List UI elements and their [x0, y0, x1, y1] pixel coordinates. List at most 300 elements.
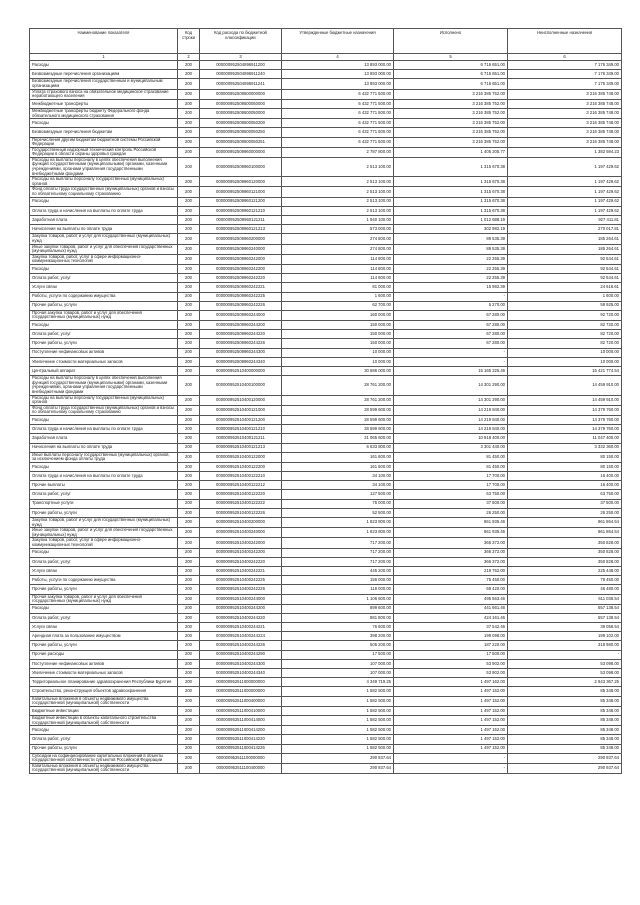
- row-budget-code: 000000952509960242000: [200, 254, 282, 264]
- row-line-code: 200: [178, 452, 200, 462]
- row-name: Закупка товаров, работ, услуг в сфере информационно-коммуникационных технологий: [30, 538, 178, 548]
- row-name: Оплата работ, услуг: [30, 557, 178, 566]
- row-approved: 6 432 771 500.00: [282, 119, 394, 128]
- table-row: [30, 508, 622, 517]
- row-line-code: 200: [178, 216, 200, 225]
- row-line-code: 200: [178, 206, 200, 215]
- row-line-code: 200: [178, 763, 200, 773]
- row-unexecuted: 14 459 910.00: [508, 395, 622, 405]
- row-unexecuted: 92 544.61: [508, 274, 622, 283]
- row-line-code: 200: [178, 481, 200, 490]
- row-budget-code: 000000952510400122220: [200, 490, 282, 499]
- row-name: Работы, услуги по содержанию имущества: [30, 292, 178, 301]
- table-row: [30, 696, 622, 706]
- row-name: Прочая закупка товаров, работ и услуг для обеспечения государственных (муниципальных) нужд: [30, 594, 178, 604]
- table-row: [30, 490, 622, 499]
- row-executed: 1 405 205.77: [394, 147, 508, 157]
- row-approved: 28 761 200.00: [282, 395, 394, 405]
- table-row: [30, 157, 622, 176]
- row-line-code: 200: [178, 462, 200, 471]
- row-name: Оплата труда и начисления на выплаты по оплате труда: [30, 206, 178, 215]
- row-budget-code: 000000952509960244340: [200, 357, 282, 366]
- row-executed: 3 216 385 752.00: [394, 128, 508, 137]
- table-row: [30, 274, 622, 283]
- row-executed: 6 716 651.00: [394, 79, 508, 89]
- budget-report-table: [29, 28, 622, 774]
- row-line-code: 200: [178, 687, 200, 696]
- row-line-code: 200: [178, 706, 200, 715]
- row-unexecuted: 78 450.00: [508, 576, 622, 585]
- row-name: Капитальные вложения в объекты недвижимого имущества государственной (муниципальной) собственности: [30, 763, 178, 773]
- row-name: Расходы: [30, 462, 178, 471]
- row-line-code: 200: [178, 292, 200, 301]
- row-line-code: 200: [178, 197, 200, 206]
- row-line-code: 200: [178, 274, 200, 283]
- row-budget-code: 000000952509960121210: [200, 206, 282, 215]
- row-unexecuted: 85 348.00: [508, 744, 622, 753]
- row-budget-code: 000000952511000410000: [200, 706, 282, 715]
- table-row: [30, 330, 622, 339]
- row-unexecuted: 961 864.54: [508, 528, 622, 538]
- row-budget-code: 000000952509960000000: [200, 147, 282, 157]
- row-line-code: 200: [178, 187, 200, 197]
- row-unexecuted: 10 000.00: [508, 348, 622, 357]
- table-row: [30, 367, 622, 376]
- row-unexecuted: 3 216 385 748.00: [508, 99, 622, 108]
- row-name: Расходы: [30, 61, 178, 70]
- row-budget-code: 000000952509500000000: [200, 89, 282, 99]
- table-row: [30, 254, 622, 264]
- row-budget-code: 000000952509960121200: [200, 197, 282, 206]
- row-line-code: 200: [178, 137, 200, 147]
- row-line-code: 200: [178, 650, 200, 659]
- row-unexecuted: 7 176 349.00: [508, 79, 622, 89]
- row-line-code: 200: [178, 147, 200, 157]
- row-name: Увеличение стоимости материальных запасов: [30, 669, 178, 678]
- row-line-code: 200: [178, 735, 200, 744]
- row-name: Фонд оплаты труда государственных (муниципальных) органов и взносы по обязательному социальному страхованию: [30, 187, 178, 197]
- row-budget-code: 000000952510400122226: [200, 508, 282, 517]
- row-line-code: 200: [178, 641, 200, 650]
- row-unexecuted: 46 480.00: [508, 585, 622, 594]
- table-row: [30, 715, 622, 725]
- row-budget-code: 000000952509960242226: [200, 301, 282, 310]
- row-unexecuted: 24 618.61: [508, 283, 622, 292]
- row-line-code: 200: [178, 557, 200, 566]
- header-unexecuted: Неисполненные назначения: [508, 29, 622, 54]
- row-name: Государственный надзорный технический контроль Российской Федерации в области охраны здоровья граждан: [30, 147, 178, 157]
- row-budget-code: 000000952510400121000: [200, 405, 282, 415]
- row-unexecuted: 225 448.00: [508, 566, 622, 575]
- row-name: Иные закупки товаров, работ и услуг для обеспечения государственных (муниципальных) нужд: [30, 244, 178, 254]
- table-row: [30, 225, 622, 234]
- row-unexecuted: 1 197 429.62: [508, 177, 622, 187]
- row-budget-code: 000000952510400244226: [200, 641, 282, 650]
- row-budget-code: 000000952509960242220: [200, 274, 282, 283]
- row-unexecuted: 318 980.00: [508, 641, 622, 650]
- row-executed: 6 716 651.00: [394, 70, 508, 79]
- row-line-code: 200: [178, 696, 200, 706]
- row-budget-code: 000000952509960242221: [200, 283, 282, 292]
- row-budget-code: 000000952510400122000: [200, 452, 282, 462]
- row-approved: 2 787 800.00: [282, 147, 394, 157]
- row-approved: 445 200.00: [282, 566, 394, 575]
- row-approved: 6 633 800.00: [282, 443, 394, 452]
- row-line-code: 200: [178, 157, 200, 176]
- row-approved: 6 432 771 500.00: [282, 128, 394, 137]
- row-budget-code: 000000952509960244200: [200, 321, 282, 330]
- row-unexecuted: 26 250.00: [508, 508, 622, 517]
- row-executed: 89 535.39: [394, 244, 508, 254]
- row-executed: 10 918 400.00: [394, 434, 508, 443]
- row-approved: 6 432 771 500.00: [282, 89, 394, 99]
- table-row: [30, 499, 622, 508]
- table-row: [30, 434, 622, 443]
- row-name: Расходы: [30, 119, 178, 128]
- row-name: Центральный аппарат: [30, 367, 178, 376]
- row-approved: 160 000.00: [282, 310, 394, 320]
- row-approved: 81 000.00: [282, 283, 394, 292]
- row-approved: 75 000.00: [282, 499, 394, 508]
- row-line-code: 200: [178, 108, 200, 118]
- row-name: Расходы: [30, 197, 178, 206]
- row-executed: 1 497 162.00: [394, 678, 508, 687]
- row-budget-code: 000000952511000414200: [200, 726, 282, 735]
- row-executed: 15 165 225.46: [394, 367, 508, 376]
- row-name: Расходы на выплаты персоналу в целях обеспечения выполнения функций государственными (муниципальными) органами, казенными учреждениями, органами управления государственными внебюджетными фондами: [30, 157, 178, 176]
- row-budget-code: 000000952509960200000: [200, 234, 282, 244]
- table-row: [30, 348, 622, 357]
- row-executed: 14 301 290.00: [394, 395, 508, 405]
- table-row: [30, 206, 622, 215]
- row-approved: 76 600.00: [282, 623, 394, 632]
- row-unexecuted: 58 925.00: [508, 301, 622, 310]
- row-approved: 717 200.00: [282, 548, 394, 557]
- row-line-code: 200: [178, 659, 200, 668]
- row-line-code: 200: [178, 264, 200, 273]
- row-name: Субсидии на софинансирование капитальных вложений в объекты государственной собственности субъектов Российской Федерации: [30, 753, 178, 763]
- row-executed: 22 255.39: [394, 264, 508, 273]
- row-budget-code: 000000952510400244000: [200, 594, 282, 604]
- row-unexecuted: 80 150.00: [508, 462, 622, 471]
- table-row: [30, 283, 622, 292]
- row-executed: 69 420.00: [394, 585, 508, 594]
- row-budget-code: 000000952511000000000: [200, 687, 282, 696]
- row-line-code: 200: [178, 443, 200, 452]
- row-approved: 10 000.00: [282, 357, 394, 366]
- row-name: Фонд оплаты труда государственных (муниципальных) органов и взносы по обязательному социальному страхованию: [30, 405, 178, 415]
- row-approved: 1 600.00: [282, 292, 394, 301]
- row-name: Расходы: [30, 604, 178, 613]
- row-budget-code: 000000952510400244340: [200, 669, 282, 678]
- row-unexecuted: 1 197 429.62: [508, 206, 622, 215]
- row-executed: 81 450.00: [394, 462, 508, 471]
- row-approved: 899 600.00: [282, 604, 394, 613]
- row-unexecuted: 14 379 760.00: [508, 425, 622, 434]
- row-approved: 2 513 100.00: [282, 187, 394, 197]
- row-name: Расходы на выплаты персоналу в целях обеспечения выполнения функций государственными (муниципальными) органами, казенными учреждениями, органами управления государственными внебюджетными фондами: [30, 376, 178, 395]
- row-executed: 861 935.46: [394, 528, 508, 538]
- row-line-code: 200: [178, 499, 200, 508]
- row-line-code: 200: [178, 632, 200, 641]
- row-name: Перечисления другим бюджетам бюджетной системы Российской Федерации: [30, 137, 178, 147]
- row-approved: 28 761 200.00: [282, 376, 394, 395]
- row-name: Бюджетные инвестиции: [30, 706, 178, 715]
- row-name: Межбюджетные трансферты: [30, 99, 178, 108]
- row-name: Прочие работы, услуги: [30, 301, 178, 310]
- row-name: Работы, услуги по содержанию имущества: [30, 576, 178, 585]
- row-line-code: 200: [178, 538, 200, 548]
- table-row: [30, 472, 622, 481]
- row-executed: 861 935.46: [394, 518, 508, 528]
- table-row: [30, 518, 622, 528]
- row-line-code: 200: [178, 744, 200, 753]
- table-row: [30, 753, 622, 763]
- row-unexecuted: 185 264.61: [508, 244, 622, 254]
- row-executed: 1 315 670.38: [394, 177, 508, 187]
- row-unexecuted: 557 138.54: [508, 613, 622, 622]
- row-unexecuted: 82 720.00: [508, 330, 622, 339]
- row-approved: 52 500.00: [282, 508, 394, 517]
- row-name: Закупка товаров, работ и услуг для государственных (муниципальных) нужд: [30, 234, 178, 244]
- row-line-code: 200: [178, 225, 200, 234]
- row-budget-code: 000000952509500050251: [200, 137, 282, 147]
- row-approved: 114 800.00: [282, 264, 394, 273]
- row-line-code: 200: [178, 128, 200, 137]
- row-line-code: 200: [178, 623, 200, 632]
- row-approved: 28 599 600.00: [282, 415, 394, 424]
- row-budget-code: 000000952510400122222: [200, 499, 282, 508]
- row-line-code: 200: [178, 508, 200, 517]
- row-approved: 2 513 100.00: [282, 177, 394, 187]
- table-row: [30, 744, 622, 753]
- row-line-code: 200: [178, 348, 200, 357]
- row-budget-code: 000000952510400244290: [200, 650, 282, 659]
- table-row: [30, 576, 622, 585]
- row-budget-code: 000000952511100400000: [200, 763, 282, 773]
- row-line-code: 200: [178, 376, 200, 395]
- table-row: [30, 763, 622, 773]
- report-body: [30, 61, 622, 774]
- row-executed: 37 542.46: [394, 623, 508, 632]
- row-executed: 1 497 152.00: [394, 715, 508, 725]
- row-approved: 1 582 500.00: [282, 706, 394, 715]
- row-budget-code: 000000952509960121000: [200, 187, 282, 197]
- row-budget-code: 000000952511000414226: [200, 744, 282, 753]
- row-approved: 13 893 000.00: [282, 61, 394, 70]
- row-approved: 717 200.00: [282, 538, 394, 548]
- row-executed: 81 450.00: [394, 452, 508, 462]
- row-budget-code: 000000952509500050000: [200, 99, 282, 108]
- row-budget-code: 000000952509960244220: [200, 330, 282, 339]
- table-row: [30, 452, 622, 462]
- row-unexecuted: 557 138.54: [508, 604, 622, 613]
- row-budget-code: 000000952510400242226: [200, 585, 282, 594]
- table-row: [30, 339, 622, 348]
- row-unexecuted: 7 176 349.00: [508, 70, 622, 79]
- row-name: Безвозмездные перечисления бюджетам: [30, 128, 178, 137]
- row-executed: 3 301 440.00: [394, 443, 508, 452]
- row-line-code: 200: [178, 283, 200, 292]
- table-row: [30, 70, 622, 79]
- row-unexecuted: 1 197 429.62: [508, 157, 622, 176]
- row-executed: 3 216 385 752.00: [394, 99, 508, 108]
- row-executed: 1 315 670.38: [394, 197, 508, 206]
- row-budget-code: 000000952510400120000: [200, 395, 282, 405]
- row-budget-code: 000000952510400121211: [200, 434, 282, 443]
- row-name: Оплата работ, услуг: [30, 490, 178, 499]
- row-name: Оплата труда и начисления на выплаты по оплате труда: [30, 472, 178, 481]
- row-budget-code: 000000952510400244300: [200, 659, 282, 668]
- table-row: [30, 99, 622, 108]
- row-budget-code: 000000952510400242225: [200, 576, 282, 585]
- row-approved: 127 500.00: [282, 490, 394, 499]
- row-name: Расходы: [30, 264, 178, 273]
- table-row: [30, 669, 622, 678]
- row-line-code: 200: [178, 518, 200, 528]
- row-line-code: 200: [178, 585, 200, 594]
- row-unexecuted: 927 411.81: [508, 216, 622, 225]
- table-row: [30, 216, 622, 225]
- row-line-code: 200: [178, 79, 200, 89]
- row-budget-code: 000000952510400242220: [200, 557, 282, 566]
- row-name: Услуги связи: [30, 623, 178, 632]
- row-executed: 67 280.00: [394, 321, 508, 330]
- table-row: [30, 613, 622, 622]
- table-row: [30, 650, 622, 659]
- row-executed: -: [394, 357, 508, 366]
- row-approved: 1 582 500.00: [282, 715, 394, 725]
- row-approved: 116 000.00: [282, 585, 394, 594]
- table-row: [30, 128, 622, 137]
- table-row: [30, 481, 622, 490]
- row-name: Закупка товаров, работ, услуг в сфере информационно-коммуникационных технологий: [30, 254, 178, 264]
- row-line-code: 200: [178, 548, 200, 557]
- row-executed: -: [394, 292, 508, 301]
- row-executed: -: [394, 763, 508, 773]
- row-unexecuted: 3 216 385 748.00: [508, 137, 622, 147]
- row-name: Услуги связи: [30, 283, 178, 292]
- row-executed: 366 372.00: [394, 538, 508, 548]
- row-approved: 28 599 600.00: [282, 425, 394, 434]
- row-name: Расходы: [30, 548, 178, 557]
- row-line-code: 200: [178, 613, 200, 622]
- row-executed: 14 219 840.00: [394, 415, 508, 424]
- row-line-code: 200: [178, 70, 200, 79]
- row-unexecuted: 961 864.54: [508, 518, 622, 528]
- row-budget-code: 000000952511000414220: [200, 735, 282, 744]
- row-approved: 290 937.64: [282, 763, 394, 773]
- table-row: [30, 137, 622, 147]
- row-approved: 1 582 500.00: [282, 744, 394, 753]
- column-number-row: [30, 54, 622, 61]
- table-row: [30, 119, 622, 128]
- row-name: Бюджетные инвестиции в объекты капитального строительства государственной (муниципальной) собственности: [30, 715, 178, 725]
- row-name: Заработная плата: [30, 216, 178, 225]
- row-executed: 219 752.00: [394, 566, 508, 575]
- row-budget-code: 000000952509500050200: [200, 119, 282, 128]
- table-row: [30, 357, 622, 366]
- row-executed: 495 563.46: [394, 594, 508, 604]
- table-row: [30, 604, 622, 613]
- row-approved: 2 513 100.00: [282, 206, 394, 215]
- row-name: Прочие работы, услуги: [30, 585, 178, 594]
- table-row: [30, 234, 622, 244]
- row-executed: 26 250.00: [394, 508, 508, 517]
- row-name: Расходы: [30, 415, 178, 424]
- row-name: Увеличение стоимости материальных запасов: [30, 357, 178, 366]
- row-executed: 37 500.00: [394, 499, 508, 508]
- row-unexecuted: 1 197 429.62: [508, 197, 622, 206]
- row-budget-code: 000000952510400000000: [200, 367, 282, 376]
- row-unexecuted: 3 216 385 748.00: [508, 119, 622, 128]
- header-name: Наименование показателя: [30, 29, 178, 54]
- row-approved: 17 500.00: [282, 650, 394, 659]
- row-executed: 67 280.00: [394, 330, 508, 339]
- row-line-code: 200: [178, 669, 200, 678]
- table-row: [30, 557, 622, 566]
- row-executed: -: [394, 348, 508, 357]
- row-unexecuted: 1 382 594.23: [508, 147, 622, 157]
- row-approved: 28 599 600.00: [282, 405, 394, 415]
- row-unexecuted: 53 098.00: [508, 659, 622, 668]
- row-budget-code: 000000952509500050250: [200, 128, 282, 137]
- table-row: [30, 641, 622, 650]
- table-row: [30, 264, 622, 273]
- row-name: Безвозмездные перечисления государственным и муниципальным организациям: [30, 79, 178, 89]
- row-executed: 14 219 840.00: [394, 425, 508, 434]
- row-approved: 161 600.00: [282, 462, 394, 471]
- row-executed: 63 750.00: [394, 490, 508, 499]
- row-unexecuted: 85 348.00: [508, 696, 622, 706]
- table-row: [30, 79, 622, 89]
- row-line-code: 200: [178, 715, 200, 725]
- row-executed: 366 372.00: [394, 548, 508, 557]
- row-name: Начисления на выплаты по оплате труда: [30, 225, 178, 234]
- row-budget-code: 000000952509960242200: [200, 264, 282, 273]
- row-approved: 13 893 000.00: [282, 70, 394, 79]
- row-unexecuted: 2 843 367.25: [508, 678, 622, 687]
- row-line-code: 200: [178, 61, 200, 70]
- header-code: Код расхода по бюджетной классификации: [200, 29, 282, 54]
- row-executed: 1 315 670.38: [394, 157, 508, 176]
- table-row: [30, 443, 622, 452]
- row-executed: -: [394, 753, 508, 763]
- row-executed: 15 982.39: [394, 283, 508, 292]
- row-executed: 17 700.00: [394, 472, 508, 481]
- row-line-code: 200: [178, 339, 200, 348]
- row-budget-code: 000000952511100000000: [200, 753, 282, 763]
- row-line-code: 200: [178, 490, 200, 499]
- row-approved: 6 432 771 500.00: [282, 108, 394, 118]
- row-name: Уплата страхового взноса на обязательное медицинское страхование неработающего населения: [30, 89, 178, 99]
- row-line-code: 200: [178, 310, 200, 320]
- row-approved: 114 800.00: [282, 254, 394, 264]
- row-budget-code: 000000952510400100000: [200, 376, 282, 395]
- row-budget-code: 000000952509960244000: [200, 310, 282, 320]
- row-unexecuted: 7 176 349.00: [508, 61, 622, 70]
- row-unexecuted: 185 264.61: [508, 234, 622, 244]
- row-budget-code: 000000952510400240000: [200, 528, 282, 538]
- row-name: Закупка товаров, работ и услуг для государственных (муниципальных) нужд: [30, 518, 178, 528]
- table-row: [30, 310, 622, 320]
- row-approved: 150 000.00: [282, 330, 394, 339]
- row-name: Заработная плата: [30, 434, 178, 443]
- row-budget-code: 000000952509960121213: [200, 225, 282, 234]
- row-approved: 107 000.00: [282, 659, 394, 668]
- row-line-code: 200: [178, 405, 200, 415]
- row-approved: 1 106 600.00: [282, 594, 394, 604]
